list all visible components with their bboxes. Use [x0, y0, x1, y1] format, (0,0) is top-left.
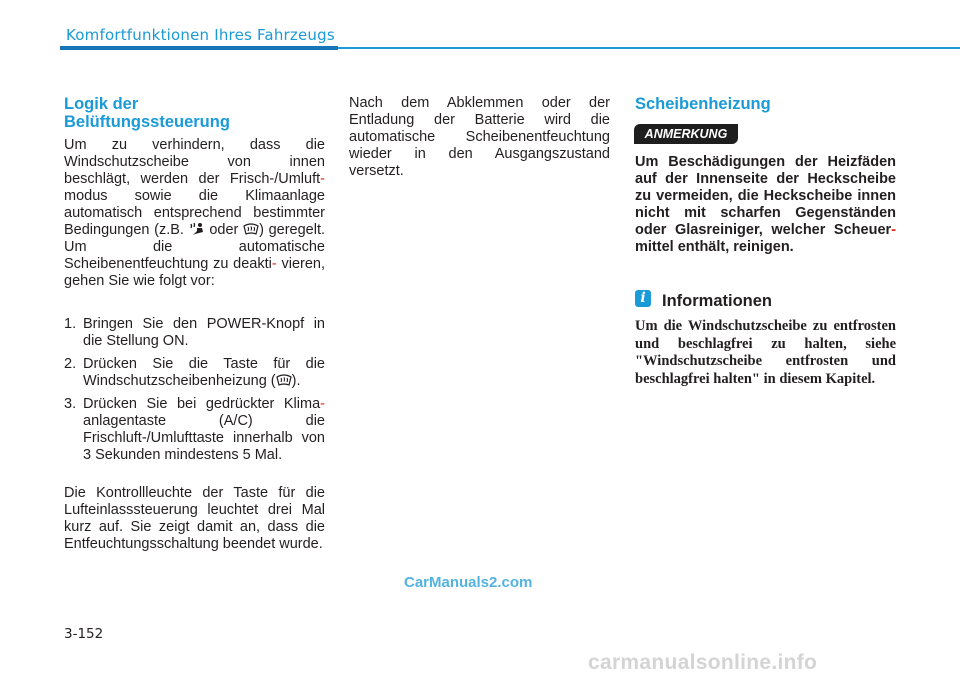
steps-list [64, 316, 325, 470]
intro-paragraph: Um zu verhindern, dass die Windschutzscheibe von innen beschlägt, werden der Frisch-/Umluft- modus sowie die Klimaanlage automatisch entsprechend bestimmter Bedingungen (z.B. oder ) geregelt. Um die automatische Scheibenentfeuchtung zu deakti- vieren, gehen Sie wie folgt vor: [64, 137, 326, 289]
windshield-defrost-icon [276, 373, 292, 387]
step-2: 2. Drücken Sie die Taste für die Windschutzscheibenheizung ( ). [64, 356, 325, 389]
page-number: 3-152 [64, 626, 104, 642]
info-icon: i [635, 290, 651, 307]
info-title: Informationen [662, 292, 772, 310]
heading-window-heating: Scheibenheizung [635, 95, 771, 113]
info-text: Um die Windschutzscheibe zu entfrosten und beschlagfrei zu halten, siehe "Windschutzscheibe entfrosten und beschlagfrei halten" in diesem Kapitel. [635, 318, 896, 387]
notice-badge: ANMERKUNG [634, 124, 738, 144]
section-title: Komfortfunktionen Ihres Fahrzeugs [66, 26, 335, 44]
header-bar-dark [60, 46, 338, 50]
site-watermark: carmanualsonline.info [588, 651, 818, 674]
heading-line-1: Logik der [64, 95, 139, 113]
battery-paragraph: Nach dem Abklemmen oder der Entladung der Batterie wird die automatische Scheibenentfeuchtung wieder in den Ausgangszustand versetzt. [349, 95, 610, 179]
step-3: 3. Drücken Sie bei gedrückter Klima- anlagentaste (A/C) die Frischluft-/Umlufttaste innerhalb von 3 Sekunden mindestens 5 Mal. [64, 396, 325, 463]
header-bar-light [338, 47, 960, 49]
closing-paragraph: Die Kontrollleuchte der Taste für die Lufteinlasssteuerung leuchtet drei Mal kurz auf. Sie zeigt damit an, dass die Entfeuchtungsschaltung beendet wurde. [64, 485, 325, 552]
defrost-mode-icon [189, 222, 205, 236]
carmanuals-watermark: CarManuals2.com [404, 574, 533, 591]
notice-text: Um Beschädigungen der Heizfäden auf der Innenseite der Heckscheibe zu vermeiden, die Heckscheibe innen nicht mit scharfen Gegenständen oder Glasreiniger, welcher Scheuer- mittel enthält, reinigen. [635, 154, 896, 255]
heading-ventilation-logic [64, 95, 334, 131]
heading-line-2: Belüftungssteuerung [64, 113, 230, 131]
step-1: 1. Bringen Sie den POWER-Knopf in die Stellung ON. [64, 316, 325, 349]
windshield-defrost-icon [243, 222, 259, 236]
